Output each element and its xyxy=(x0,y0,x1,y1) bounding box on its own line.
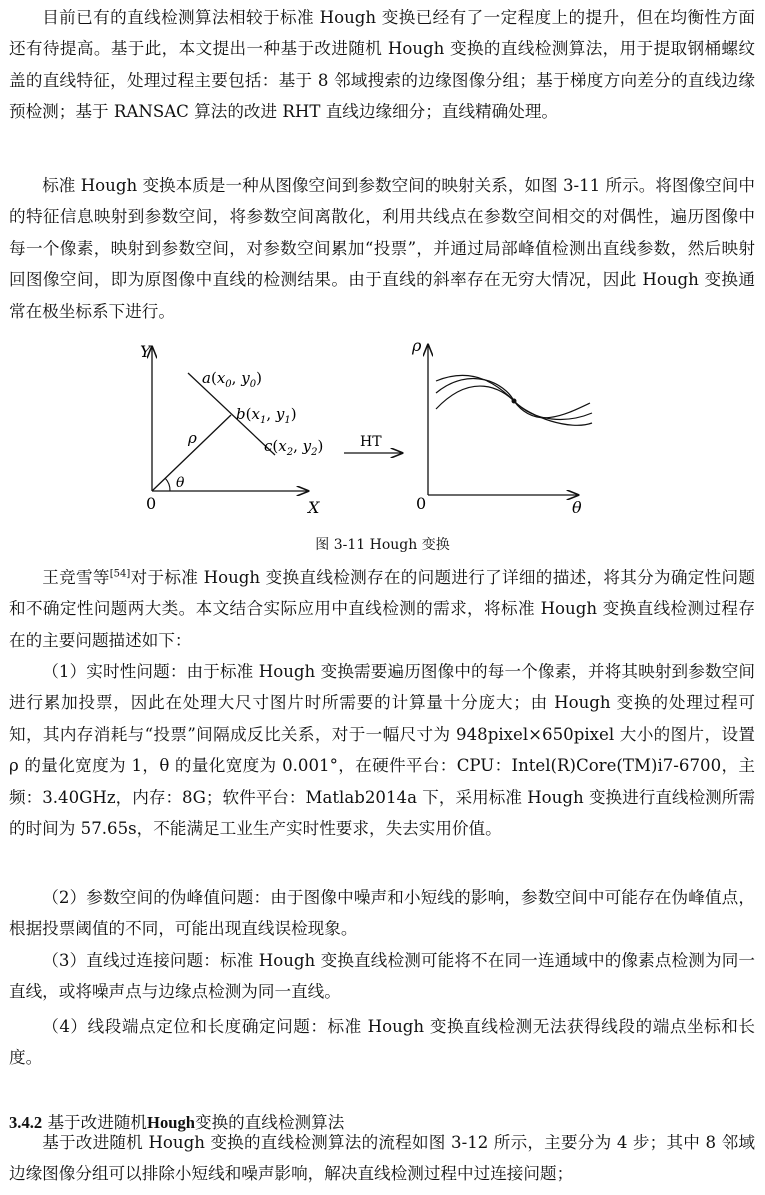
y-axis-label: Y xyxy=(140,342,151,361)
list-item-realtime: （1）实时性问题：由于标准 Hough 变换需要遍历图像中的每一个像素，并将其映射到参数空间进行累加投票，因此在处理大尺寸图片时所需要的计算量十分庞大；由 Hough 变换的处理过程可知，其内存消耗与“投票”间隔成反比关系，对于一幅尺寸为 948pixel×650pixel 大小的图片，设置 ρ 的量化宽度为 1，θ 的量化宽度为 0.001°，在硬件平台：CPU：Intel(R)Core(TM)i7-6700，主频：3.40GHz，内存：8G；软件平台：Matlab2014a 下，采用标准 Hough 变换进行直线检测所需的时间为 57.65s，不能满足工业生产实时性要求，失去实用价值。 xyxy=(9,662,755,839)
section-title-bold: Hough xyxy=(147,1113,195,1132)
paragraph-intro: 目前已有的直线检测算法相较于标准 Hough 变换已经有了一定程度上的提升，但在均衡性方面还有待提高。基于此，本文提出一种基于改进随机 Hough 变换的直线检测算法，用于提取钢桶螺纹盖的直线特征，处理过程主要包括：基于 8 邻域搜索的边缘图像分组；基于梯度方向差分的直线边缘预检测；基于 RANSAC 算法的改进 RHT 直线边缘细分；直线精确处理。 xyxy=(9,8,755,122)
point-a-label: $a(x_0$, $y_0$) xyxy=(202,369,262,390)
section-number: 3.4.2 xyxy=(9,1113,43,1132)
intersection-point xyxy=(512,399,517,404)
sinusoid-curve xyxy=(436,378,590,417)
normal-line xyxy=(152,415,231,491)
rho-axis-label: ρ xyxy=(412,336,422,355)
citation-ref: [54] xyxy=(109,568,131,580)
author-text: 王竞雪等 xyxy=(42,568,110,587)
right-origin-label: 0 xyxy=(416,494,427,513)
section-title-post: 变换的直线检测算法 xyxy=(195,1113,345,1132)
paragraph-problems-intro xyxy=(9,562,755,656)
parameter-space-diagram xyxy=(411,336,592,517)
ht-arrow xyxy=(344,434,402,453)
point-b-label: $b(x_1$, $y_1$) xyxy=(236,405,297,426)
theta-axis-label: θ xyxy=(572,498,582,517)
section-title-pre: 基于改进随机 xyxy=(47,1113,148,1132)
rho-label: ρ xyxy=(188,429,197,447)
theta-label: θ xyxy=(176,475,185,491)
list-item-overconnection: （3）直线过连接问题：标准 Hough 变换直线检测可能将不在同一连通域中的像素点检测为同一直线，或将噪声点与边缘点检测为同一直线。 xyxy=(9,951,755,1002)
paragraph-algorithm-flow: 基于改进随机 Hough 变换的直线检测算法的流程如图 3-12 所示，主要分为 4 步；其中 8 邻域边缘图像分组可以排除小短线和噪声影响，解决直线检测过程中过连接问题； xyxy=(9,1133,755,1184)
figure-caption: 图 3-11 Hough 变换 xyxy=(315,537,450,553)
problems-intro-text: 对于标准 Hough 变换直线检测存在的问题进行了详细的描述，将其分为确定性问题和不确定性问题两大类。本文结合实际应用中直线检测的需求，将标准 Hough 变换直线检测过程存在的主要问题描述如下： xyxy=(9,568,756,650)
figure-hough-transform xyxy=(130,335,600,535)
theta-arc xyxy=(165,478,170,491)
ht-label: HT xyxy=(360,434,382,450)
list-item-false-peak: （2）参数空间的伪峰值问题：由于图像中噪声和小短线的影响，参数空间中可能存在伪峰值点，根据投票阈值的不同，可能出现直线误检现象。 xyxy=(9,888,755,939)
list-item-endpoint: （4）线段端点定位和长度确定问题：标准 Hough 变换直线检测无法获得线段的端点坐标和长度。 xyxy=(9,1017,755,1068)
origin-label: 0 xyxy=(146,494,157,513)
image-space-diagram xyxy=(140,342,323,517)
paragraph-hough-definition: 标准 Hough 变换本质是一种从图像空间到参数空间的映射关系，如图 3-11 所示。将图像空间中的特征信息映射到参数空间，将参数空间离散化，利用共线点在参数空间相交的对偶性，遍历图像中每一个像素，映射到参数空间，对参数空间累加“投票”，并通过局部峰值检测出直线参数，然后映射回图像空间，即为原图像中直线的检测结果。由于直线的斜率存在无穷大情况，因此 Hough 变换通常在极坐标系下进行。 xyxy=(9,176,755,321)
x-axis-label: X xyxy=(308,498,320,517)
point-c-label: $c(x_2$, $y_2$) xyxy=(264,437,324,458)
